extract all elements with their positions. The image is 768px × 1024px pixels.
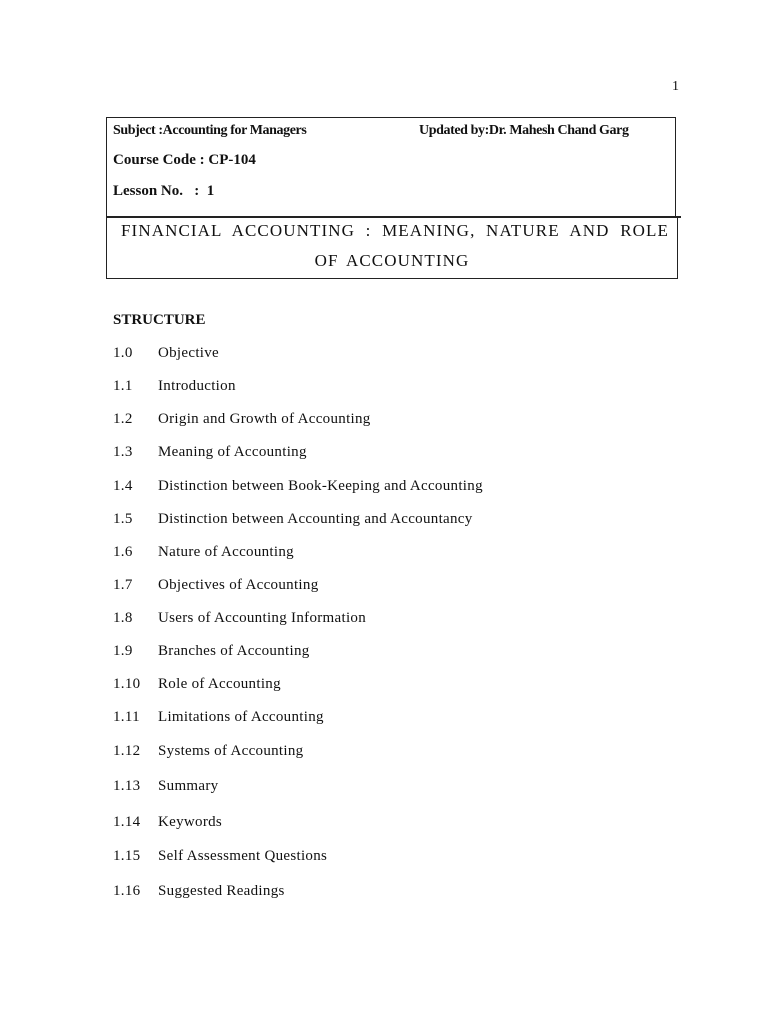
structure-item-number: 1.11 (113, 709, 140, 725)
structure-item (113, 444, 307, 461)
structure-item-label: Objectives of Accounting (158, 577, 319, 593)
lesson-title-line-1: FINANCIAL ACCOUNTING : MEANING, NATURE AND ROLE (121, 221, 669, 240)
structure-item (113, 643, 310, 660)
structure-item-number: 1.5 (113, 511, 133, 527)
structure-item (113, 378, 236, 395)
structure-item (113, 676, 281, 693)
structure-item-number: 1.13 (113, 778, 141, 794)
structure-item-number: 1.14 (113, 814, 141, 830)
structure-item-number: 1.0 (113, 345, 133, 361)
structure-item-number: 1.9 (113, 643, 133, 659)
structure-item-label: Nature of Accounting (158, 544, 294, 560)
structure-item-label: Role of Accounting (158, 676, 281, 692)
updated-by-label: Updated by:Dr. Mahesh Chand Garg (419, 123, 629, 138)
structure-item (113, 743, 303, 760)
subject-label: Subject :Accounting for Managers (113, 123, 307, 138)
structure-item-number: 1.8 (113, 610, 133, 626)
structure-item-number: 1.16 (113, 883, 141, 899)
structure-item (113, 345, 219, 362)
structure-item-label: Keywords (158, 814, 223, 830)
structure-item (113, 814, 222, 831)
structure-item (113, 577, 319, 594)
structure-item (113, 478, 483, 495)
structure-item-label: Introduction (158, 378, 236, 394)
page-number: 1 (672, 79, 679, 94)
lesson-number-label: Lesson No. : 1 (113, 183, 215, 199)
structure-item-label: Origin and Growth of Accounting (158, 411, 371, 427)
course-code-label: Course Code : CP-104 (113, 152, 256, 168)
structure-item-number: 1.1 (113, 378, 133, 394)
structure-item-number: 1.3 (113, 444, 133, 460)
structure-item (113, 709, 324, 726)
structure-item (113, 411, 371, 428)
structure-item (113, 610, 366, 627)
structure-item-label: Objective (158, 345, 220, 361)
structure-item-number: 1.10 (113, 676, 141, 692)
structure-item-label: Meaning of Accounting (158, 444, 307, 460)
structure-item-number: 1.12 (113, 743, 141, 759)
structure-item-label: Users of Accounting Information (158, 610, 367, 626)
structure-item-label: Systems of Accounting (158, 743, 304, 759)
structure-heading: STRUCTURE (113, 312, 206, 328)
structure-item-label: Distinction between Accounting and Accountancy (158, 511, 473, 527)
structure-item-number: 1.6 (113, 544, 133, 560)
structure-item (113, 848, 327, 865)
structure-item-number: 1.15 (113, 848, 141, 864)
structure-item-label: Branches of Accounting (158, 643, 310, 659)
structure-item-label: Summary (158, 778, 219, 794)
structure-item (113, 511, 473, 528)
structure-item (113, 883, 285, 900)
structure-item-number: 1.2 (113, 411, 133, 427)
lesson-title-line-2: OF ACCOUNTING (314, 251, 470, 270)
structure-item-label: Suggested Readings (158, 883, 285, 899)
structure-item-number: 1.4 (113, 478, 133, 494)
structure-item-label: Limitations of Accounting (158, 709, 324, 725)
structure-item-label: Self Assessment Questions (158, 848, 328, 864)
structure-item-label: Distinction between Book-Keeping and Accounting (158, 478, 483, 494)
structure-item (113, 778, 218, 795)
structure-item-number: 1.7 (113, 577, 133, 593)
structure-item (113, 544, 294, 561)
